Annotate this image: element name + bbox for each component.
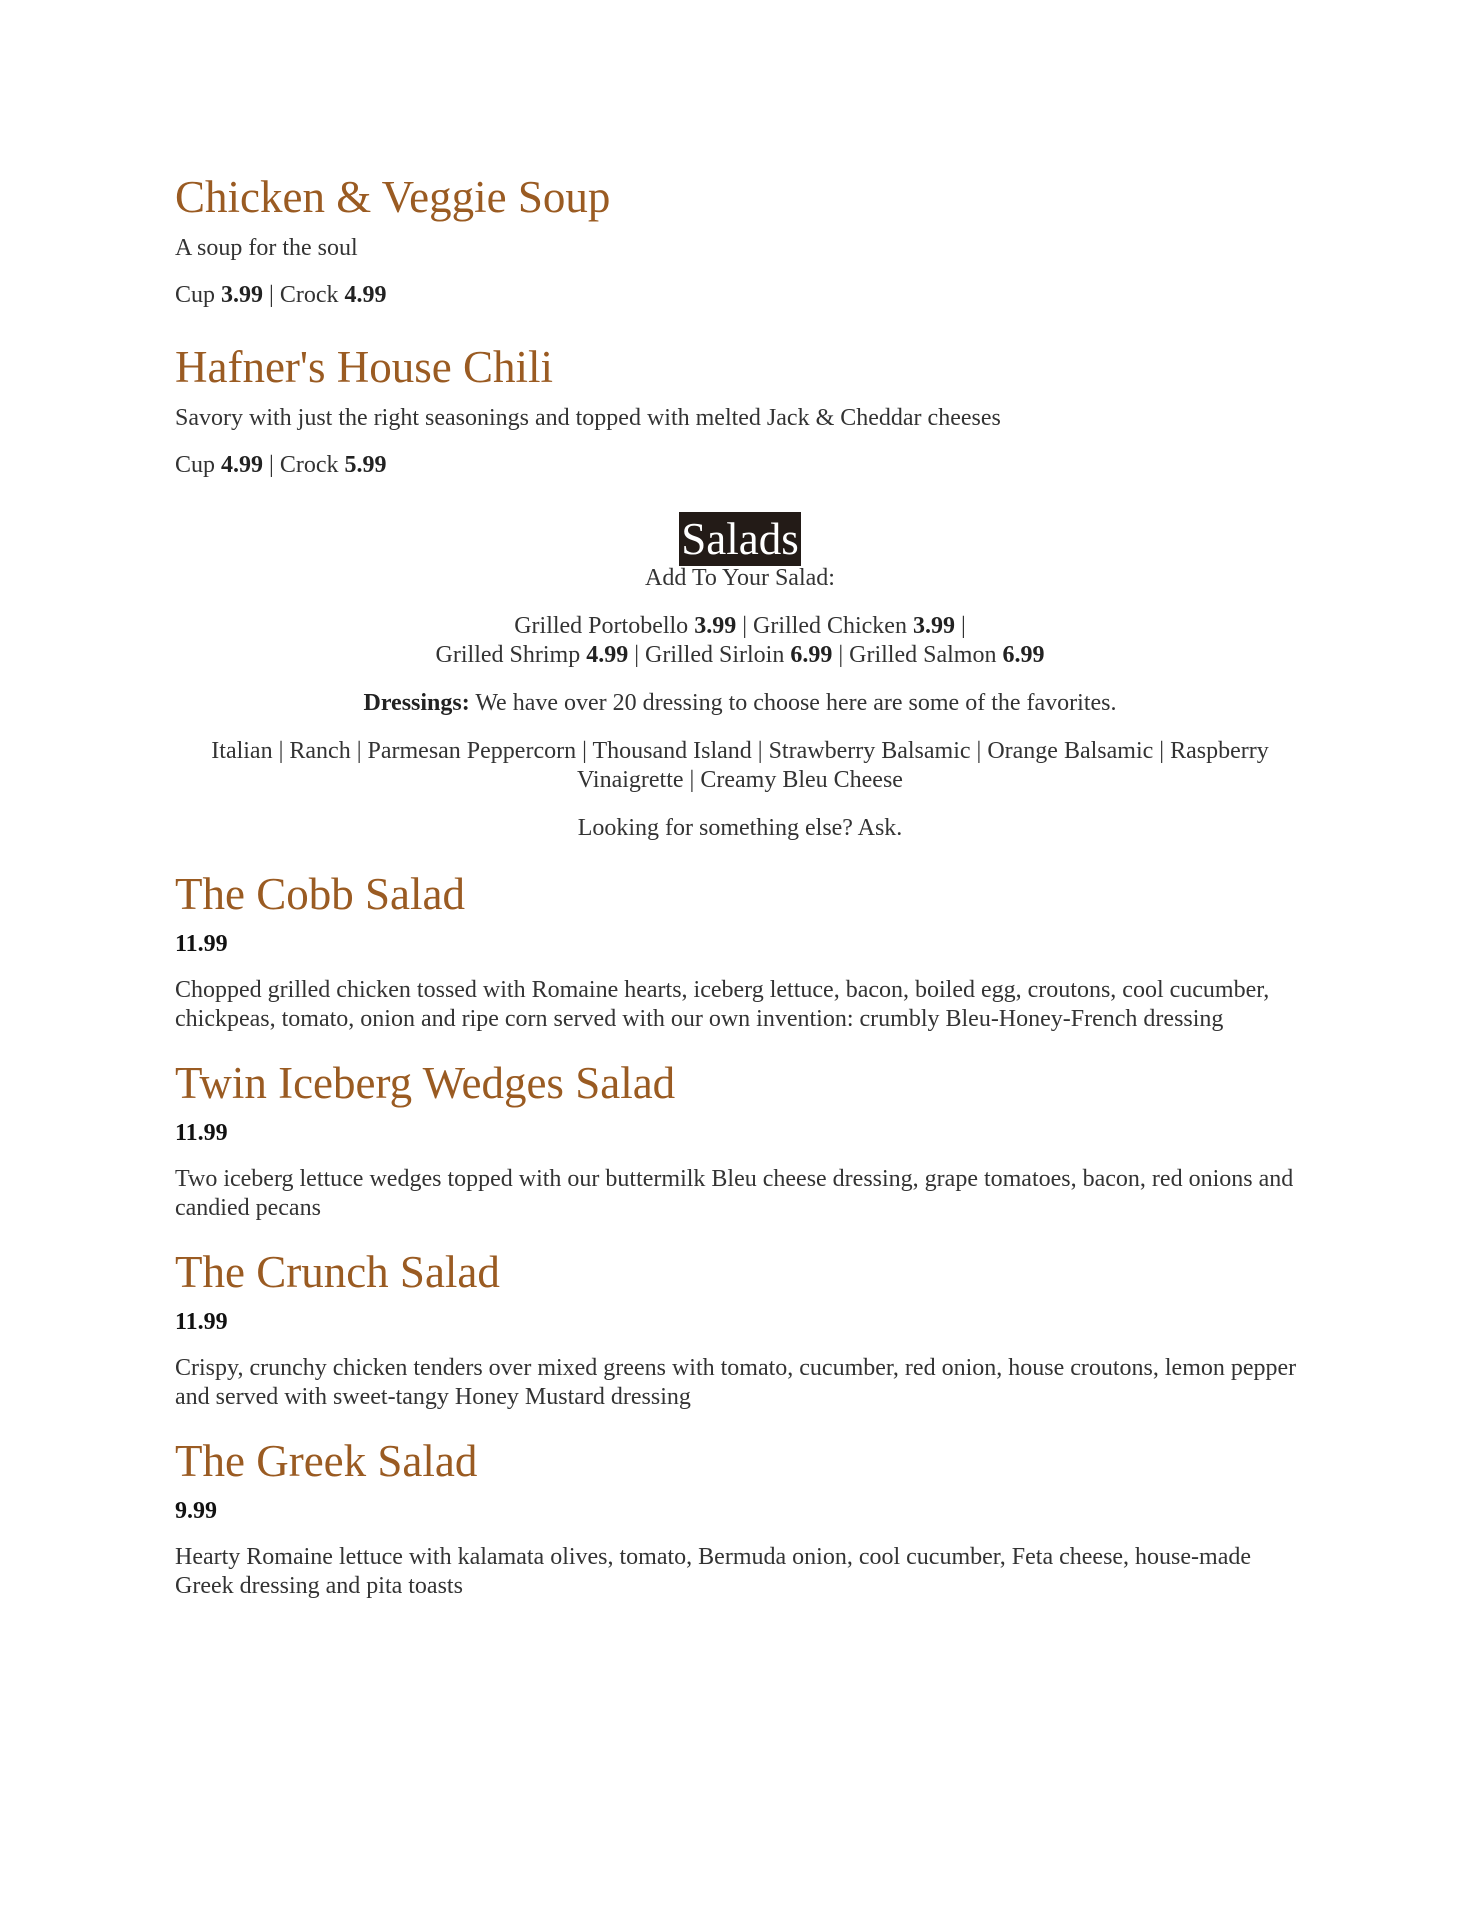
crock-price: 5.99 <box>344 452 387 478</box>
salad-item <box>175 1056 1309 1223</box>
cup-label: Cup <box>175 452 216 478</box>
dressings-label: Dressings: <box>363 690 470 716</box>
cup-price: 3.99 <box>221 282 264 308</box>
item-price: 11.99 <box>175 931 228 957</box>
item-description: Two iceberg lettuce wedges topped with our buttermilk Bleu cheese dressing, grape tomatoes, bacon, red onions and candied pecans <box>175 1166 1294 1221</box>
addon-name: Grilled Salmon <box>849 642 997 668</box>
item-title: The Cobb Salad <box>175 869 465 919</box>
crock-price: 4.99 <box>344 282 387 308</box>
crock-label: Crock <box>279 452 339 478</box>
crock-label: Crock <box>279 282 339 308</box>
addon-name: Grilled Chicken <box>753 613 907 639</box>
addon-name: Grilled Sirloin <box>645 642 785 668</box>
dressings-list <box>170 737 1310 795</box>
item-price: 9.99 <box>175 1498 217 1524</box>
salad-item <box>175 867 1309 1034</box>
section-title-wrap <box>170 512 1310 566</box>
item-title: Twin Iceberg Wedges Salad <box>175 1058 676 1108</box>
salad-item <box>175 1434 1309 1601</box>
item-title: Hafner's House Chili <box>175 342 554 392</box>
addon-price: 3.99 <box>912 613 955 639</box>
item-title: The Crunch Salad <box>175 1247 500 1297</box>
item-description: A soup for the soul <box>175 235 358 261</box>
addon-price: 3.99 <box>694 613 737 639</box>
item-price: 11.99 <box>175 1120 228 1146</box>
add-to-salad-label: Add To Your Salad: <box>645 565 835 591</box>
item-title: Chicken & Veggie Soup <box>175 172 611 222</box>
soup-item <box>175 170 1309 310</box>
dressings-text: We have over 20 dressing to choose here are some of the favorites. <box>475 690 1117 716</box>
menu-page <box>175 170 1309 1601</box>
item-prices <box>175 450 1309 480</box>
addon-price: 4.99 <box>586 642 629 668</box>
dressings-intro <box>170 689 1310 718</box>
addons-list: Grilled Portobello 3.99 | Grilled Chicken 3.99 | Grilled Shrimp 4.99 | Grilled Sirloin 6.99 | Grilled Salmon 6.99 <box>435 613 1045 668</box>
cup-price: 4.99 <box>221 452 264 478</box>
item-title: The Greek Salad <box>175 1436 478 1486</box>
item-description: Crispy, crunchy chicken tenders over mixed greens with tomato, cucumber, red onion, house croutons, lemon pepper and served with sweet-tangy Honey Mustard dressing <box>175 1355 1297 1410</box>
addon-price: 6.99 <box>790 642 833 668</box>
addon-name: Grilled Shrimp <box>435 642 581 668</box>
soup-item <box>175 340 1309 480</box>
addon-price: 6.99 <box>1002 642 1045 668</box>
ask-text: Looking for something else? Ask. <box>577 815 903 841</box>
item-description: Hearty Romaine lettuce with kalamata olives, tomato, Bermuda onion, cool cucumber, Feta cheese, house-made Greek dressing and pita toasts <box>175 1544 1252 1599</box>
salads-section <box>170 512 1310 843</box>
price-separator: | <box>269 282 274 308</box>
item-description: Savory with just the right seasonings and topped with melted Jack & Cheddar cheeses <box>175 405 1001 431</box>
salad-item <box>175 1245 1309 1412</box>
dressings-list-line: Vinaigrette | Creamy Bleu Cheese <box>577 767 903 793</box>
dressings-list-line: Italian | Ranch | Parmesan Peppercorn | Thousand Island | Strawberry Balsamic | Orange Balsamic | Raspberry <box>211 738 1269 764</box>
item-description: Chopped grilled chicken tossed with Romaine hearts, iceberg lettuce, bacon, boiled egg, croutons, cool cucumber, chickpeas, tomato, onion and ripe corn served with our own invention: crumbly Bleu-Honey-French dressing <box>175 977 1270 1032</box>
item-prices <box>175 280 1309 310</box>
item-price: 11.99 <box>175 1309 228 1335</box>
cup-label: Cup <box>175 282 216 308</box>
price-separator: | <box>269 452 274 478</box>
addon-name: Grilled Portobello <box>514 613 689 639</box>
section-title: Salads <box>681 514 799 564</box>
